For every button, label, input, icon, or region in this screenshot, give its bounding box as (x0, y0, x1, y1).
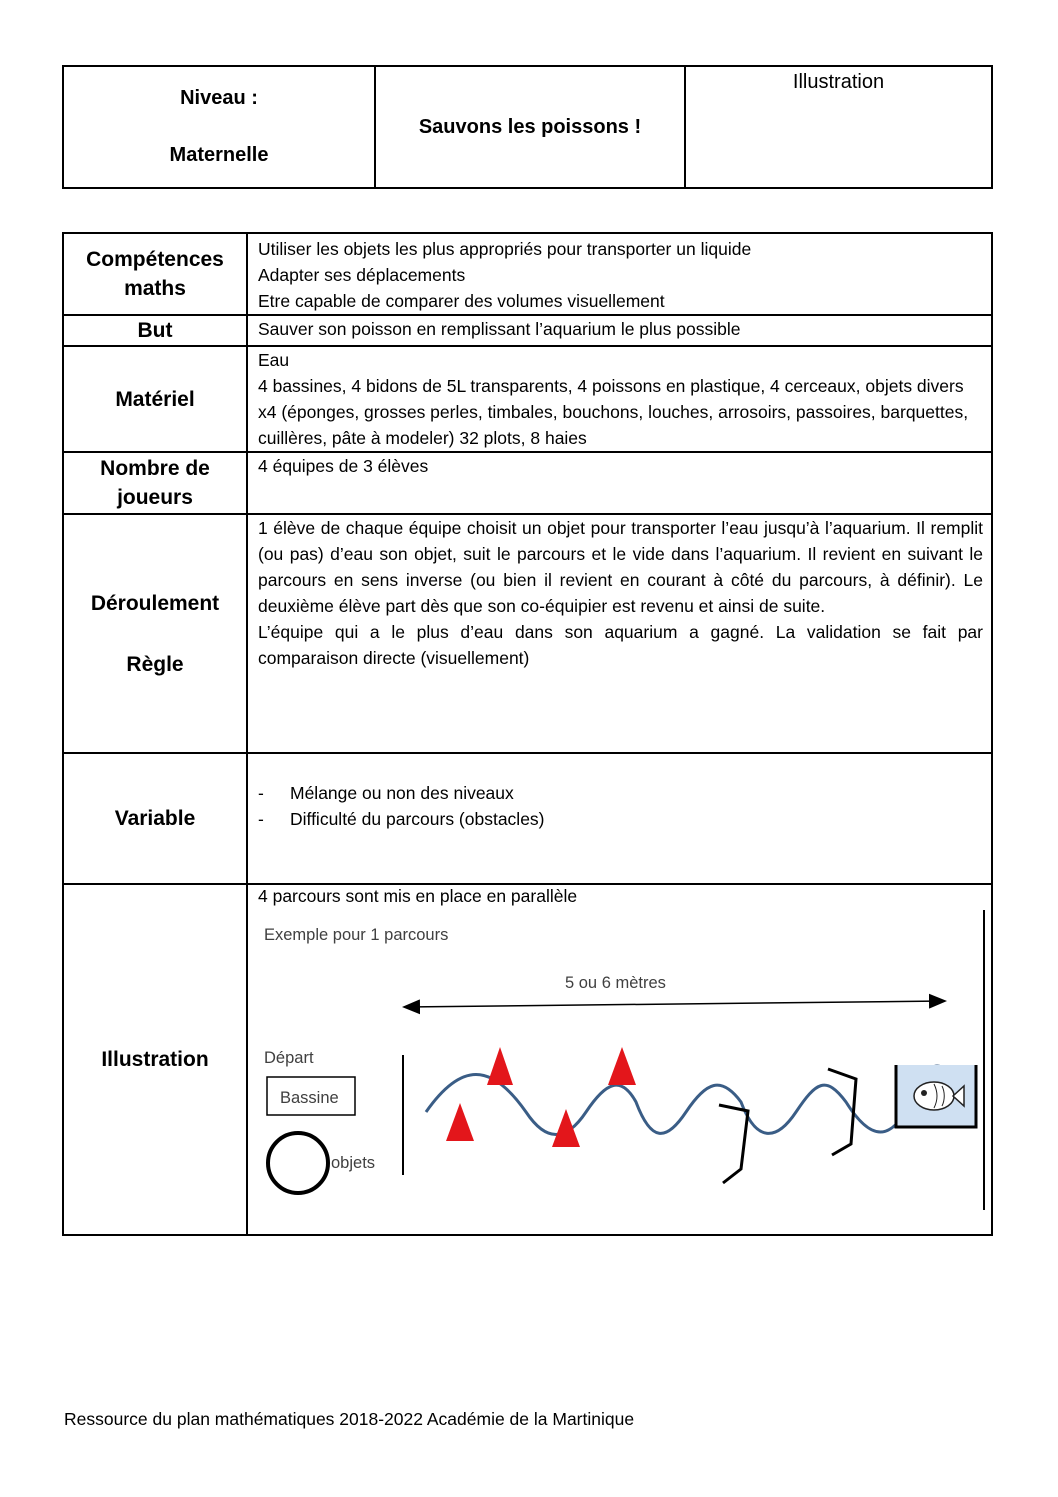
but-content: Sauver son poisson en remplissant l’aquarium le plus possible (247, 315, 992, 346)
competence-item: Etre capable de comparer des volumes visuellement (258, 291, 665, 311)
variable-list (258, 780, 983, 832)
materiel-content (247, 346, 992, 452)
deroulement-para1: 1 élève de chaque équipe choisit un objet pour transporter l’eau jusqu’à l’aquarium. Il remplit (ou pas) d’eau son objet, suit le parcours et le vide dans l’aquarium. Il revient en suivant le parcours en sens inverse (ou bien il revient en courant à côté du parcours, à définir). Le deuxième élève part dès que son co-équipier est revenu et ainsi de suite. (258, 518, 983, 616)
competence-item: Adapter ses déplacements (258, 265, 466, 285)
objets-label: objets (331, 1154, 376, 1172)
niveau-value: Maternelle (169, 144, 269, 166)
variable-label: Variable (63, 753, 247, 884)
niveau-cell (63, 66, 375, 188)
nombre-label-line2: joueurs (117, 486, 193, 509)
hurdle-1 (719, 1105, 748, 1183)
row-variable (63, 753, 992, 884)
header-table (62, 65, 993, 189)
materiel-label: Matériel (63, 346, 247, 452)
deroulement-label-line1: Déroulement (90, 591, 220, 615)
variable-item: - Mélange ou non des niveaux (258, 780, 983, 806)
competences-label-line1: Compétences (86, 248, 224, 271)
distance-label: 5 ou 6 mètres (565, 974, 666, 992)
footer-text: Ressource du plan mathématiques 2018-2022 Académie de la Martinique (64, 1409, 635, 1429)
row-deroulement (63, 514, 992, 753)
niveau-label: Niveau : (180, 87, 258, 109)
row-materiel (63, 346, 992, 452)
distance-arrow (405, 1001, 944, 1007)
illustration-content (247, 884, 992, 1235)
deroulement-label-line2: Règle (126, 652, 184, 676)
variable-content (247, 753, 992, 884)
nombre-content: 4 équipes de 3 élèves (247, 452, 992, 514)
deroulement-label (63, 514, 247, 753)
header-illustration-cell (685, 66, 992, 188)
row-nombre (63, 452, 992, 514)
competences-label-line2: maths (124, 277, 186, 300)
example-label: Exemple pour 1 parcours (264, 926, 449, 944)
variable-item: - Difficulté du parcours (obstacles) (258, 806, 983, 832)
but-label: But (63, 315, 247, 346)
materiel-line1: Eau (258, 350, 290, 370)
competences-label (63, 233, 247, 315)
row-but (63, 315, 992, 346)
page-title: Sauvons les poissons ! (418, 115, 642, 138)
bassine-label: Bassine (280, 1089, 339, 1107)
cone-3 (552, 1109, 580, 1147)
deroulement-content (247, 514, 992, 753)
header-illustration-label: Illustration (792, 71, 885, 93)
row-competences (63, 233, 992, 315)
cone-1 (487, 1047, 513, 1085)
illustration-intro: 4 parcours sont mis en place en parallèle (258, 886, 578, 906)
materiel-line2: 4 bassines, 4 bidons de 5L transparents, 4 poissons en plastique, 4 cerceaux, objets divers x4 (éponges, grosses perles, timbales, bouchons, louches, arrosoirs, passoires, barquettes, cuillères, pâte à modeler) 32 plots, 8 haies (258, 376, 969, 448)
illustration-label: Illustration (63, 884, 247, 1235)
row-illustration (63, 884, 992, 1235)
objets-hoop (268, 1133, 328, 1193)
title-cell (375, 66, 685, 188)
deroulement-para2: L’équipe qui a le plus d’eau dans son aquarium a gagné. La validation se fait par comparaison directe (visuellement) (258, 622, 983, 668)
main-table (62, 232, 993, 1236)
nombre-label (63, 452, 247, 514)
cone-2 (446, 1103, 474, 1141)
nombre-label-line1: Nombre de (100, 457, 210, 480)
cone-4 (608, 1047, 636, 1085)
course-diagram (248, 885, 993, 1230)
depart-label: Départ (264, 1049, 314, 1067)
competence-item: Utiliser les objets les plus appropriés pour transporter un liquide (258, 239, 752, 259)
competences-content (247, 233, 992, 315)
